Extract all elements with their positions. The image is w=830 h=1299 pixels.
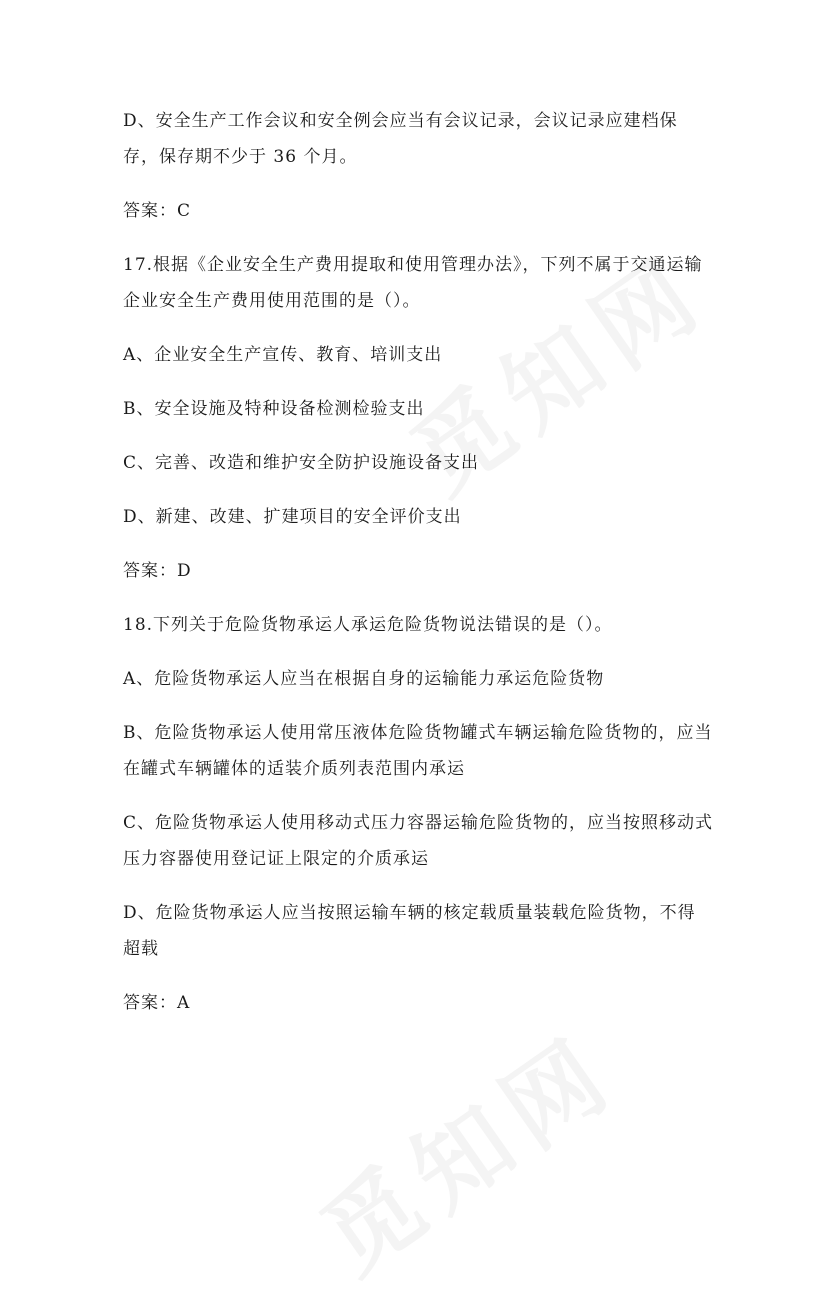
q16-option-d: D、安全生产工作会议和安全例会应当有会议记录，会议记录应建档保存，保存期不少于 36 个月。 [123, 111, 678, 167]
watermark [291, 998, 640, 1299]
q18-option-a: A、危险货物承运人应当在根据自身的运输能力承运危险货物 [123, 669, 605, 689]
q17-option-d: D、新建、改建、扩建项目的安全评价支出 [123, 507, 462, 527]
q17-option-b: B、安全设施及特种设备检测检验支出 [123, 399, 425, 419]
q18-option-c: C、危险货物承运人使用移动式压力容器运输危险货物的，应当按照移动式压力容器使用登记证上限定的介质承运 [123, 813, 714, 869]
q17-option-c: C、完善、改造和维护安全防护设施设备支出 [123, 453, 480, 473]
document-body [123, 103, 713, 1039]
q18-answer: 答案：A [123, 993, 191, 1013]
q18-option-d: D、危险货物承运人应当按照运输车辆的核定载质量装载危险货物，不得超载 [123, 903, 696, 959]
q17-answer: 答案：D [123, 561, 192, 581]
q18-question: 18.下列关于危险货物承运人承运危险货物说法错误的是（）。 [123, 615, 613, 635]
q17-option-a: A、企业安全生产宣传、教育、培训支出 [123, 345, 443, 365]
q18-option-b: B、危险货物承运人使用常压液体危险货物罐式车辆运输危险货物的，应当在罐式车辆罐体的适装介质列表范围内承运 [123, 723, 713, 779]
q16-answer: 答案：C [123, 201, 192, 221]
q17-question: 17.根据《企业安全生产费用提取和使用管理办法》，下列不属于交通运输企业安全生产费用使用范围的是（）。 [123, 255, 703, 311]
